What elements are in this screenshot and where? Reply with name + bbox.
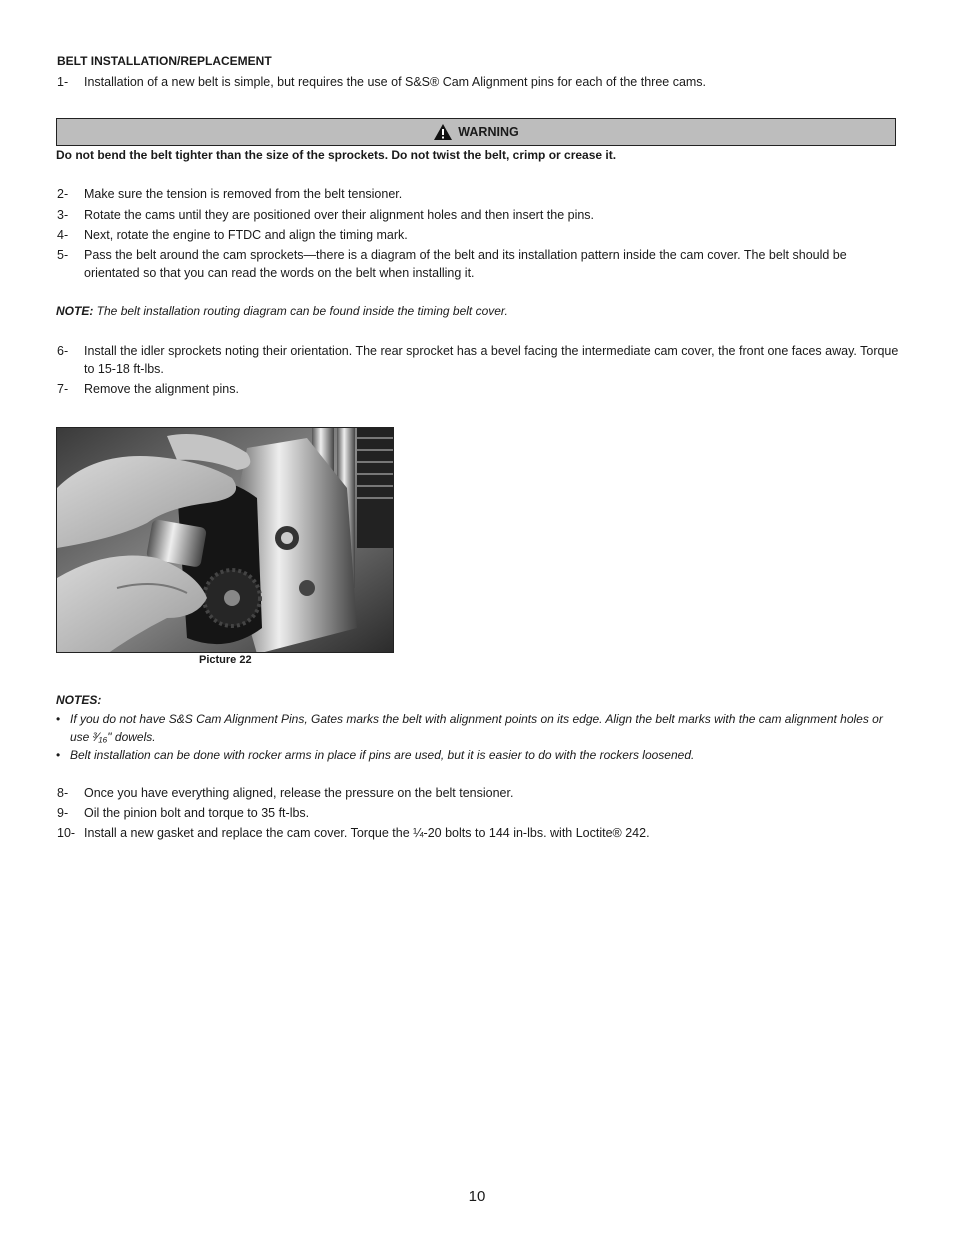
- bullet-text: If you do not have S&S Cam Alignment Pins, Gates marks the belt with alignment points on its edge. Align the belt marks with the cam alignment holes or use ³⁄₁₆" dowels.: [70, 712, 883, 744]
- note: [56, 304, 508, 318]
- step-text: Once you have everything aligned, release the pressure on the belt tensioner.: [84, 786, 514, 800]
- step-6: [57, 342, 899, 378]
- step-3: [57, 206, 899, 224]
- picture-caption: Picture 22: [199, 654, 252, 666]
- bullet-text: Belt installation can be done with rocker arms in place if pins are used, but it is easier to do with the rockers loosened.: [70, 748, 695, 762]
- step-number: 10-: [57, 826, 76, 840]
- warning-triangle-icon: [433, 123, 453, 141]
- step-5: [57, 246, 899, 282]
- note-text: The belt installation routing diagram can be found inside the timing belt cover.: [93, 304, 508, 318]
- step-number: 3-: [57, 208, 69, 222]
- step-text: Pass the belt around the cam sprockets—there is a diagram of the belt and its installation pattern inside the cam cover. The belt should be orientated so that you can read the words on the belt when installing it.: [84, 248, 847, 280]
- bullet-icon: •: [56, 748, 61, 762]
- step-text: Make sure the tension is removed from the belt tensioner.: [84, 187, 403, 201]
- step-text: Installation of a new belt is simple, but requires the use of S&S® Cam Alignment pins for each of the three cams.: [84, 75, 707, 89]
- warning-label: WARNING: [458, 125, 519, 139]
- step-text: Rotate the cams until they are positioned over their alignment holes and then insert the pins.: [84, 208, 595, 222]
- step-number: 6-: [57, 344, 69, 358]
- step-text: Remove the alignment pins.: [84, 382, 239, 396]
- step-number: 4-: [57, 228, 69, 242]
- step-8: [57, 784, 899, 802]
- step-text: Oil the pinion bolt and torque to 35 ft-lbs.: [84, 806, 310, 820]
- step-4: [57, 226, 899, 244]
- notes-bullet-2: [56, 746, 900, 764]
- step-9: [57, 804, 899, 822]
- engine-belt-photo: [56, 427, 394, 653]
- step-10: [57, 824, 899, 842]
- notes-bullet-1: [56, 710, 900, 746]
- step-number: 2-: [57, 187, 69, 201]
- step-7: [57, 380, 899, 398]
- step-number: 7-: [57, 382, 69, 396]
- step-text: Install a new gasket and replace the cam cover. Torque the ¼-20 bolts to 144 in-lbs. with Loctite® 242.: [84, 826, 650, 840]
- step-number: 9-: [57, 806, 69, 820]
- step-2: [57, 185, 899, 203]
- step-number: 5-: [57, 248, 69, 262]
- notes-heading: NOTES:: [56, 693, 102, 707]
- section-heading: BELT INSTALLATION/REPLACEMENT: [57, 54, 272, 68]
- step-text: Install the idler sprockets noting their orientation. The rear sprocket has a bevel facing the intermediate cam cover, the front one faces away. Torque to 15-18 ft-lbs.: [84, 344, 899, 376]
- step-number: 8-: [57, 786, 69, 800]
- note-label: NOTE:: [56, 304, 94, 318]
- bullet-icon: •: [56, 712, 61, 726]
- step-text: Next, rotate the engine to FTDC and align the timing mark.: [84, 228, 408, 242]
- warning-text: Do not bend the belt tighter than the size of the sprockets. Do not twist the belt, crimp or crease it.: [56, 148, 617, 162]
- step-number: 1-: [57, 75, 69, 89]
- step-1: [57, 73, 899, 91]
- page-number: 10: [468, 1188, 486, 1205]
- warning-box: [56, 118, 896, 146]
